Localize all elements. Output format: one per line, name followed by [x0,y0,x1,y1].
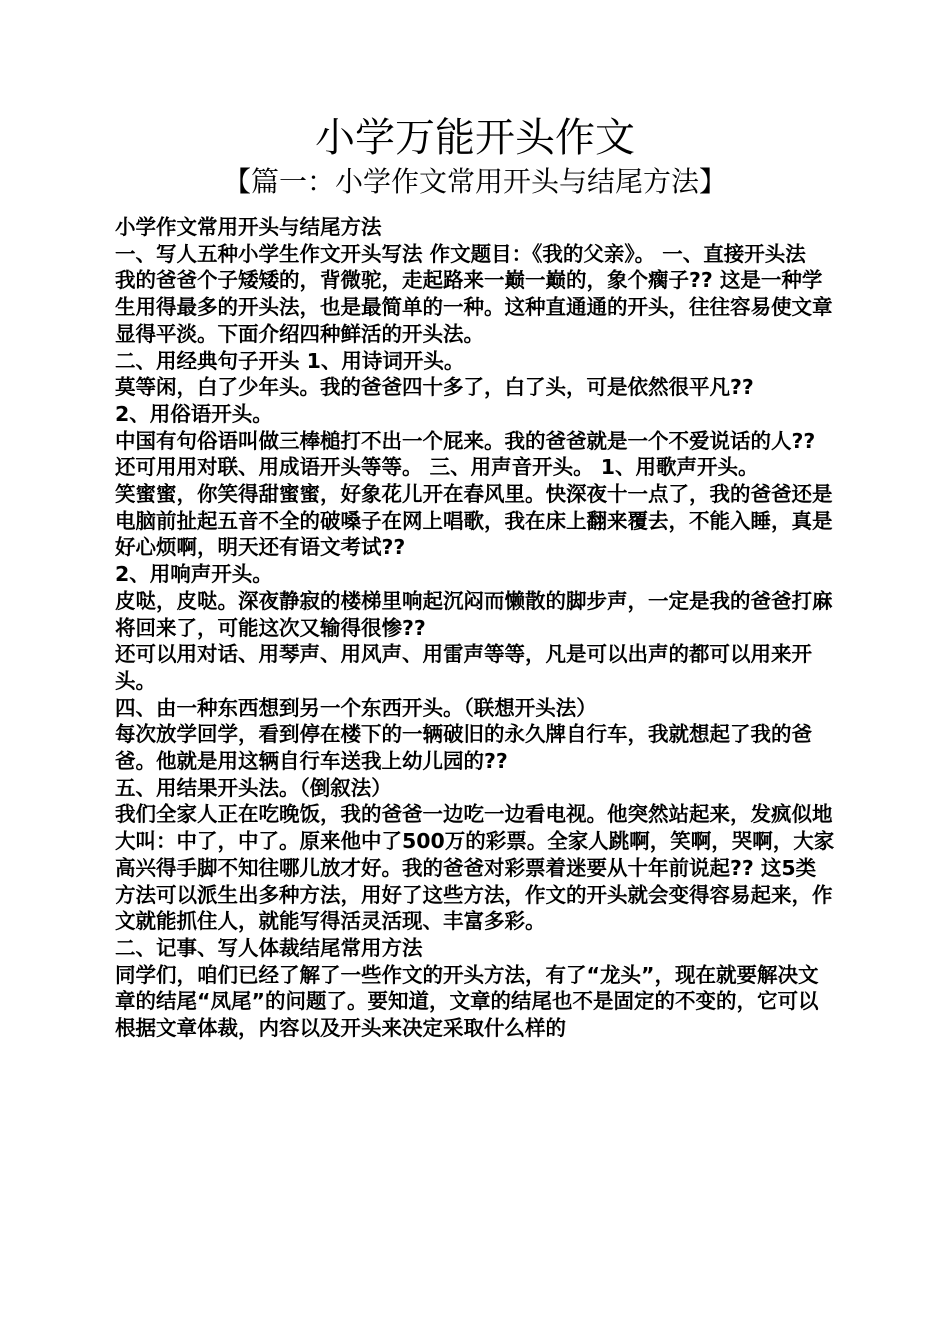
paragraph: 笑蜜蜜，你笑得甜蜜蜜，好象花儿开在春风里。快深夜十一点了，我的爸爸还是电脑前扯起五音不全的破嗓子在网上唱歌，我在床上翻来覆去，不能入睡，真是好心烦啊，明天还有语文考试?? [115,482,833,560]
paragraph: 同学们，咱们已经了解了一些作文的开头方法，有了“龙头”，现在就要解决文章的结尾“凤尾”的问题了。要知道，文章的结尾也不是固定的不变的，它可以根据文章体裁，内容以及开头来决定采取什么样的 [115,962,819,1041]
paragraph: 四、由一种东西想到另一个东西开头。（联想开头法） [115,695,597,720]
paragraph: 二、用经典句子开头 1、用诗词开头。 [115,348,465,373]
paragraph: 小学作文常用开头与结尾方法 [115,215,382,239]
paragraph: 还可以用对话、用琴声、用风声、用雷声等等，凡是可以出声的都可以用来开头。 [115,642,812,693]
paragraph: 还可用用对联、用成语开头等等。 三、用声音开头。 1、用歌声开头。 [115,455,759,480]
paragraph: 莫等闲，白了少年头。我的爸爸四十多了，白了头，可是依然很平凡?? [115,375,754,400]
paragraph: 皮哒，皮哒。深夜静寂的楼梯里响起沉闷而懒散的脚步声，一定是我的爸爸打麻将回来了，可能这次又输得很惨?? [115,588,833,640]
paragraph: 我们全家人正在吃晚饭，我的爸爸一边吃一边看电视。他突然站起来，发疯似地大叫：中了，中了。原来他中了500万的彩票。全家人跳啊，笑啊，哭啊，大家高兴得手脚不知往哪儿放才好。我的爸爸对彩票着迷要从十年前说起?? 这5类方法可以派生出多种方法，用好了这些方法，作文的开头就会变得容易起来，作文就能抓住人，就能写得活灵活现、丰富多彩。 [115,802,835,934]
paragraph: 每次放学回学，看到停在楼下的一辆破旧的永久牌自行车，我就想起了我的爸爸。他就是用这辆自行车送我上幼儿园的?? [115,722,812,774]
paragraph: 五、用结果开头法。（倒叙法） [115,775,392,800]
document-body [115,214,835,1042]
document-title: 小学万能开头作文 [315,115,635,161]
document-subtitle: 【篇一：小学作文常用开头与结尾方法】 [222,165,727,198]
paragraph: 2、用响声开头。 [115,562,273,587]
paragraph: 我的爸爸个子矮矮的，背微驼，走起路来一巅一巅的，象个瘸子?? 这是一种学生用得最多的开头法，也是最简单的一种。这种直通通的开头，往往容易使文章显得平淡。下面介绍四种鲜活的开头法。 [115,268,833,346]
paragraph: 中国有句俗语叫做三棒槌打不出一个屁来。我的爸爸就是一个不爱说话的人?? [115,428,816,453]
paragraph: 二、记事、写人体裁结尾常用方法 [115,935,423,960]
paragraph: 一、写人五种小学生作文开头写法 作文题目：《我的父亲》。 一、直接开头法 [115,241,806,266]
paragraph: 2、用俗语开头。 [115,401,273,426]
